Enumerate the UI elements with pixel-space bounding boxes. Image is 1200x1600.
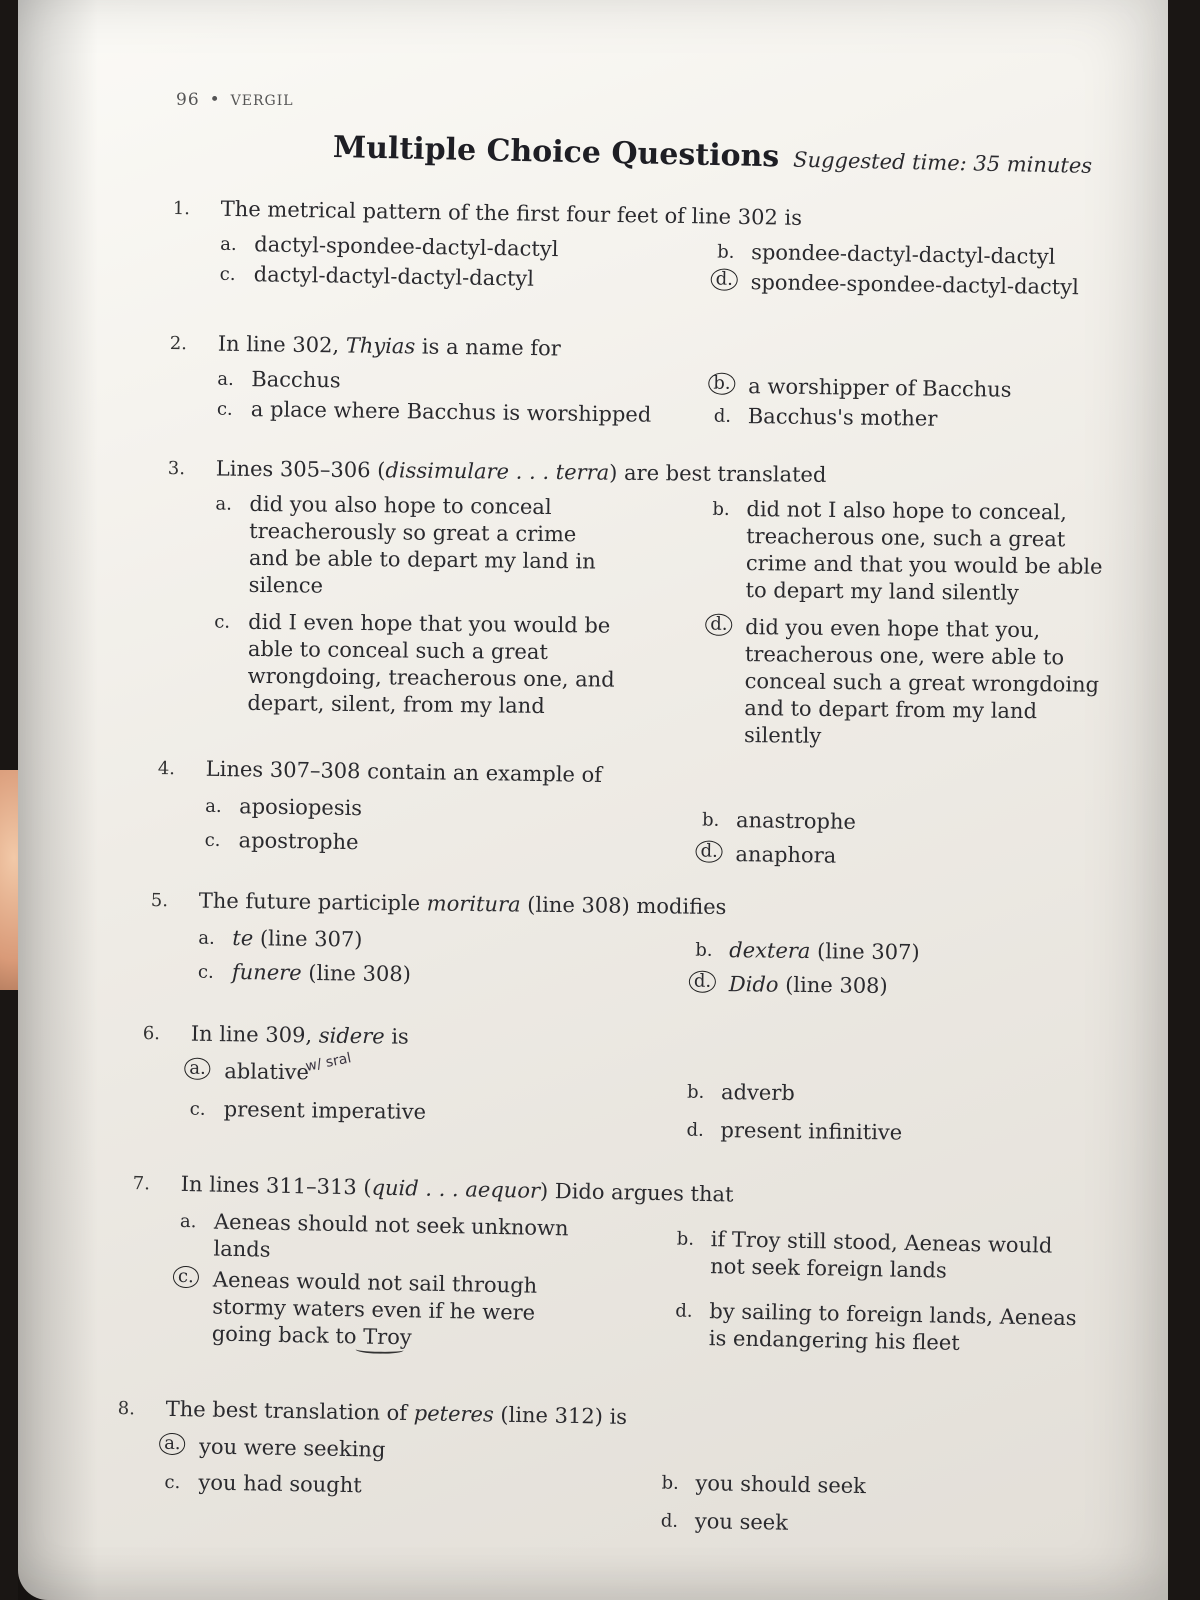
question-1	[172, 195, 1133, 305]
circle-mark: a.	[159, 1433, 186, 1455]
option-c[interactable]: c. did I even hope that you would be able to conceal such a great wrongdoing, treacherous one, and depart, silent, from my land	[214, 609, 615, 718]
question-3: 3. Lines 305–306 (dissimulare . . . terra) are best translated a. did you also hope to conceal treacherously so great a crime and be able to depart my land in silence b. did not I also hope to conceal, treacherous one, such a great crime and that you would be able to depart my land silently c. did I even hope that you would be able to conceal such a great wrongdoing, treacherous one, and depart, silent, from my land d. did you even hope that you, treacherous one, were able to conceal such a great wrongdoing and to depart from my land silently	[165, 455, 1128, 730]
question-8: 8. The best translation of peteres (line 312) is a. you were seeking b. you should seek c. you had sought d. you seek	[116, 1395, 1078, 1547]
book-title: VERGIL	[230, 93, 294, 109]
circle-mark: d.	[695, 840, 723, 862]
question-number: 1.	[172, 197, 191, 220]
suggested-time: Suggested time: 35 minutes	[792, 147, 1093, 178]
circle-mark: d.	[705, 614, 732, 636]
option-d[interactable]: d. by sailing to foreign lands, Aeneas is endangering his fleet	[675, 1299, 1077, 1355]
section-title: Multiple Choice Questions	[332, 130, 780, 175]
circle-mark: a.	[184, 1058, 211, 1080]
option-c[interactable]: c. you had sought	[164, 1470, 362, 1498]
circle-mark: d.	[711, 268, 739, 290]
option-b[interactable]: b. adverb	[686, 1080, 795, 1106]
question-4: 4. Lines 307–308 contain an example of a. aposiopesis b. anastrophe c. apostrophe d. anaphora	[156, 755, 1118, 875]
option-d[interactable]: d. Bacchus's mother	[713, 404, 938, 431]
question-stem: The metrical pattern of the first four feet of line 302 is	[220, 196, 803, 230]
option-d[interactable]: d. did you even hope that you, treacherous one, were able to conceal such a great wrongdoing and to depart from my land silently	[710, 614, 1115, 753]
circle-mark: d.	[689, 971, 717, 993]
option-a[interactable]: a. ablative w/ sral	[190, 1058, 664, 1092]
option-a[interactable]: a. did you also hope to conceal treacherously so great a crime and be able to depart my land in silence	[215, 491, 596, 598]
page-number: 96	[176, 90, 200, 110]
option-a[interactable]: a. te (line 307)	[198, 925, 363, 952]
option-b[interactable]: b. anastrophe	[701, 808, 857, 834]
option-a[interactable]: a. Bacchus	[217, 367, 341, 393]
separator: •	[209, 90, 221, 110]
option-d[interactable]: d. Dido (line 308)	[695, 971, 1169, 1004]
option-a[interactable]: a. dactyl-spondee-dactyl-dactyl	[220, 232, 559, 262]
option-a[interactable]: a. aposiopesis	[205, 794, 363, 821]
option-c[interactable]: c. a place where Bacchus is worshipped	[216, 397, 652, 427]
question-5: 5. The future participle moritura (line 308) modifies a. te (line 307) b. dextera (line 307) c. funere (line 308) d. Dido (line 308)	[150, 887, 1111, 1004]
option-d[interactable]: d. present infinitive	[686, 1118, 903, 1145]
option-c[interactable]: c. apostrophe	[204, 828, 359, 855]
option-c[interactable]: c. dactyl-dactyl-dactyl-dactyl	[219, 262, 535, 291]
option-c[interactable]: c. funere (line 308)	[197, 959, 412, 987]
option-b[interactable]: b. you should seek	[661, 1471, 867, 1499]
book-page	[18, 0, 1168, 1600]
option-d[interactable]: d. you seek	[660, 1509, 789, 1535]
option-b[interactable]: b. dextera (line 307)	[695, 938, 920, 965]
option-c[interactable]: c. present imperative	[189, 1097, 427, 1124]
option-b[interactable]: b. if Troy still stood, Aeneas would not seek foreign lands	[676, 1227, 1053, 1283]
question-7: 7. In lines 311–313 (quid . . . aequor) Dido argues that a. Aeneas should not seek unknown lands b. if Troy still stood, Aeneas would not seek foreign lands c. Aeneas would not sail through stormy waters even if he were going back to Troy d. by sailing to foreign lands, Aeneas is endangering his fleet	[129, 1170, 1093, 1383]
question-2: 2. In line 302, Thyias is a name for a. Bacchus b. a worshipper of Bacchus c. a place where Bacchus is worshipped d. Bacchus's mother	[169, 330, 1130, 438]
circle-mark: b.	[708, 373, 736, 395]
option-d[interactable]: d. spondee-spondee-dactyl-dactyl	[716, 269, 1190, 303]
question-6: 6. In line 309, sidere is a. ablative w/ sral b. adverb c. present imperative d. present infinitive	[141, 1020, 1103, 1148]
option-b[interactable]: b. a worshipper of Bacchus	[714, 373, 1188, 407]
running-head	[176, 90, 294, 110]
option-a[interactable]: a. you were seeking	[165, 1433, 639, 1468]
option-b[interactable]: b. spondee-dactyl-dactyl-dactyl	[717, 240, 1056, 269]
option-a[interactable]: a. Aeneas should not seek unknown lands	[179, 1209, 569, 1262]
circle-mark: c.	[173, 1266, 199, 1288]
page-title	[333, 130, 1093, 181]
option-c[interactable]: c. Aeneas would not sail through stormy waters even if he were going back to Troy	[178, 1266, 553, 1354]
option-d[interactable]: d. anaphora	[701, 841, 1175, 875]
option-b[interactable]: b. did not I also hope to conceal, treacherous one, such a great crime and that you would be able to depart my land silently	[712, 497, 1103, 605]
handwritten-note: w/ sral	[304, 1050, 353, 1075]
handwritten-underline	[356, 1345, 404, 1354]
